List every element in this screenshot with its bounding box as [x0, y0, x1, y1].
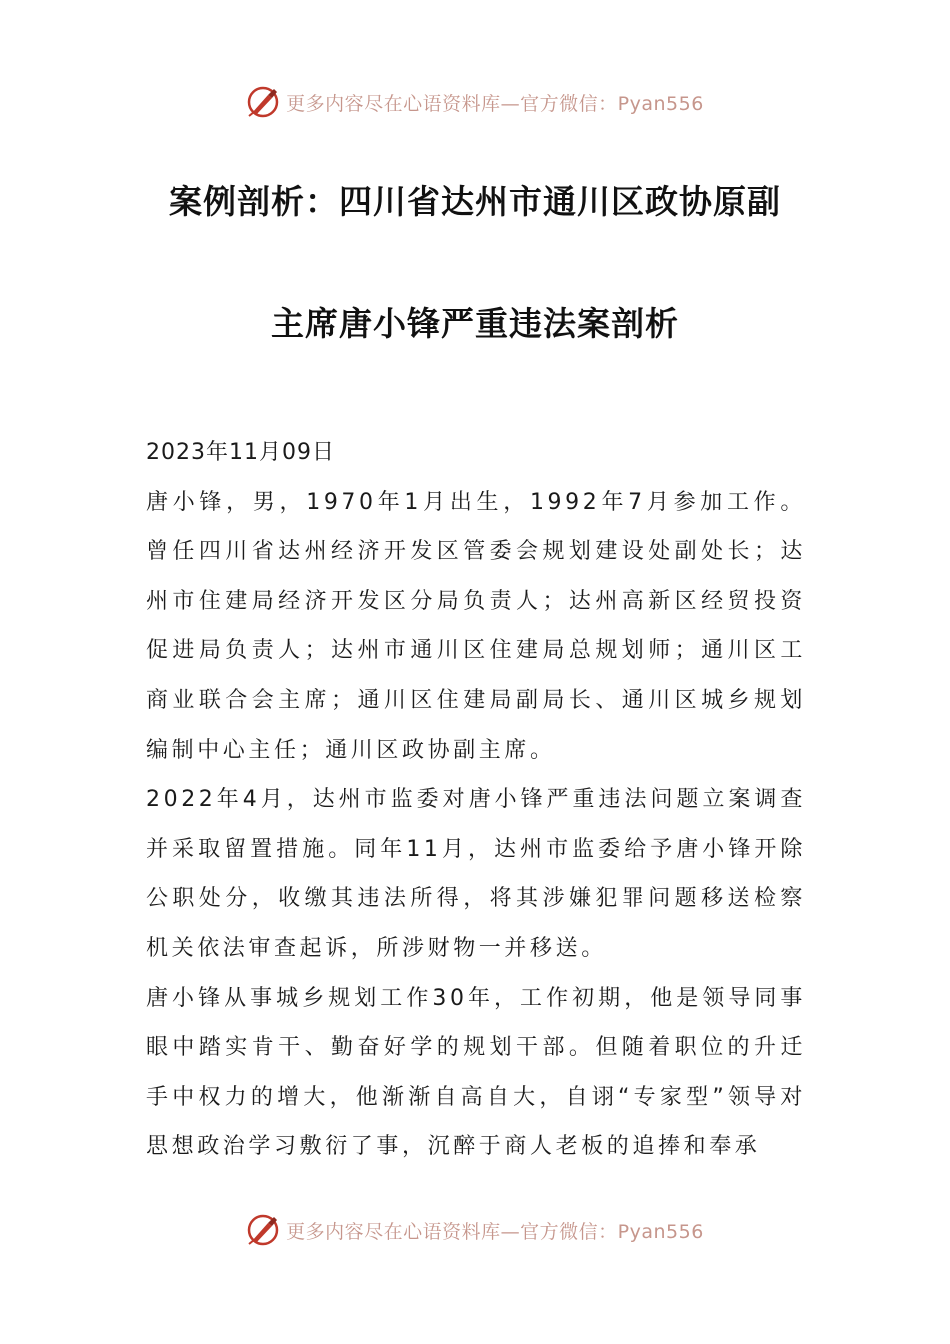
- paragraph-investigation: 2022年4月，达州市监委对唐小锋严重违法问题立案调查并采取留置措施。同年11月，达州市监委给予唐小锋开除公职处分，收缴其违法所得，将其涉嫌犯罪问题移送检察机关依法审查起诉，所涉财物一并移送。: [146, 787, 806, 961]
- watermark-text: 更多内容尽在心语资料库—官方微信：Pyan556: [286, 1220, 704, 1243]
- document-title-line-2: 主席唐小锋严重违法案剖析: [271, 304, 679, 343]
- paragraph-analysis: 唐小锋从事城乡规划工作30年，工作初期，他是领导同事眼中踏实肯干、勤奋好学的规划干部。但随着职位的升迁手中权力的增大，他渐渐自高自大，自诩“专家型”领导对思想政治学习敷衍了事，沉醉于商人老板的追捧和奉承: [146, 985, 806, 1160]
- watermark-header: [0, 82, 950, 122]
- watermark-text: 更多内容尽在心语资料库—官方微信：Pyan556: [286, 92, 704, 115]
- logo-pen-icon: [246, 1213, 280, 1247]
- logo-pen-icon: [246, 85, 280, 119]
- document-body: [146, 428, 806, 1172]
- watermark-footer: [0, 1210, 950, 1250]
- publish-date: 2023年11月09日: [146, 440, 335, 465]
- paragraph-biography: 唐小锋，男，1970年1月出生，1992年7月参加工作。曾任四川省达州经济开发区管委会规划建设处副处长；达州市住建局经济开发区分局负责人；达州高新区经贸投资促进局负责人；达州市通川区住建局总规划师；通川区工商业联合会主席；通川区住建局副局长、通川区城乡规划编制中心主任；通川区政协副主席。: [146, 489, 806, 763]
- document-title-line-1: 案例剖析：四川省达州市通川区政协原副: [169, 182, 781, 221]
